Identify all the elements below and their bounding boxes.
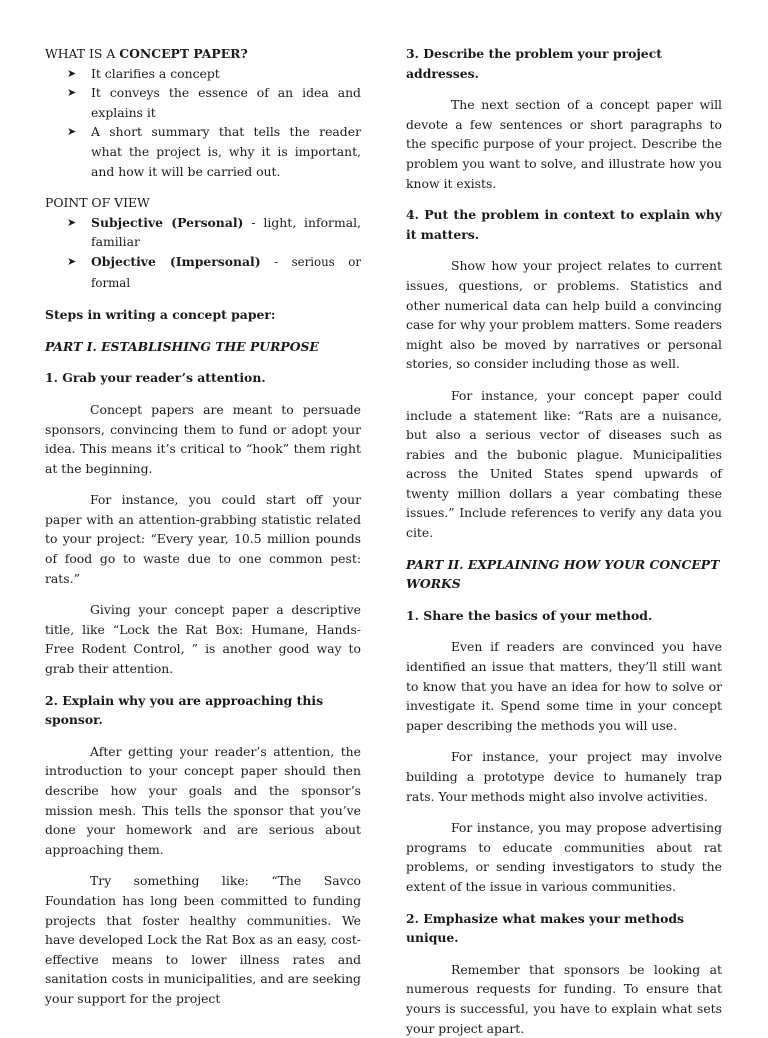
bullet-text: A short summary that tells the reader what the project is, why it is important, and how it will be carried out.: [91, 124, 361, 179]
pov-desc: - light, informal, familiar: [91, 214, 361, 250]
list-item: [45, 64, 361, 84]
pov-desc: - serious or formal: [91, 254, 361, 290]
paragraph: After getting your reader’s attention, the introduction to your concept paper should then describe how your goals and the sponsor’s mission mesh. This tells the sponsor that you’ve done your homework and are serious about approaching them.: [45, 743, 361, 857]
pov-list: [45, 213, 361, 293]
step-heading: 4. Put the problem in context to explain why it matters.: [406, 207, 722, 242]
part-one-heading: PART I. ESTABLISHING THE PURPOSE: [45, 338, 319, 354]
step-heading: 2. Explain why you are approaching this sponsor.: [45, 692, 324, 728]
pov-heading: POINT OF VIEW: [45, 195, 150, 211]
step-heading: 1. Share the basics of your method.: [406, 607, 653, 623]
arrow-bullet-icon: ➤: [67, 215, 77, 229]
paragraph: For instance, you could start off your paper with an attention-grabbing statistic related to your project: “Every year, 10.5 million pounds of food go to waste due to one common pest: rats.”: [45, 492, 361, 586]
paragraph: For instance, you may propose advertising programs to educate communities about rat problems, or sending investigators to study the extent of the issue in various communities.: [406, 820, 722, 894]
arrow-bullet-icon: ➤: [67, 66, 77, 80]
page-title: [45, 44, 361, 64]
part-two-heading: PART II. EXPLAINING HOW YOUR CONCEPT WORKS: [406, 556, 720, 592]
concept-bullet-list: [45, 64, 361, 182]
paragraph: Concept papers are meant to persuade sponsors, convincing them to fund or adopt your idea. This means it’s critical to “hook” them right at the beginning.: [45, 401, 361, 476]
title-bold: CONCEPT PAPER?: [119, 46, 248, 61]
pov-term: Subjective (Personal): [91, 214, 244, 230]
arrow-bullet-icon: ➤: [67, 86, 77, 100]
arrow-bullet-icon: ➤: [67, 125, 77, 139]
step-heading: 2. Emphasize what makes your methods unique.: [406, 910, 685, 946]
step-heading: 3. Describe the problem your project addresses.: [406, 46, 662, 81]
paragraph: Remember that sponsors be looking at numerous requests for funding. To ensure that yours is successful, you have to explain what sets your project apart.: [406, 961, 722, 1036]
paragraph: Show how your project relates to current issues, questions, or problems. Statistics and other numerical data can help build a convincing case for why your problem matters. Some readers might also be moved by narratives or personal stories, so consider including those as well.: [406, 258, 722, 372]
paragraph: Giving your concept paper a descriptive title, like “Lock the Rat Box: Humane, Hands-Free Rodent Control, ” is another good way to grab their attention.: [45, 602, 361, 677]
bullet-text: It clarifies a concept: [91, 65, 220, 81]
paragraph: Even if readers are convinced you have identified an issue that matters, they’ll still want to know that you have an idea for how to solve or investigate it. Spend some time in your concept paper describing the methods you will use.: [406, 639, 722, 733]
list-item: [45, 83, 361, 122]
list-item: [45, 252, 361, 293]
paragraph: For instance, your concept paper could include a statement like: “Rats are a nuisance, but also a serious vector of diseases such as rabies and the bubonic plague. Municipalities across the United States spend upwards of twenty million dollars a year combating these issues.” Include references to verify any data you cite.: [406, 387, 722, 541]
list-item: [45, 213, 361, 252]
title-prefix: WHAT IS A: [45, 46, 120, 61]
steps-heading: Steps in writing a concept paper:: [45, 307, 276, 323]
paragraph: The next section of a concept paper will devote a few sentences or short paragraphs to the specific purpose of your project. Describe the problem you want to solve, and illustrate how you know it exists.: [406, 97, 722, 191]
left-column: [45, 44, 361, 1009]
paragraph: For instance, your project may involve building a prototype device to humanely trap rats. Your methods might also involve activities.: [406, 749, 722, 804]
right-column: [406, 44, 722, 1038]
bullet-text: It conveys the essence of an idea and explains it: [91, 85, 361, 120]
list-item: [45, 122, 361, 181]
arrow-bullet-icon: ➤: [67, 254, 77, 268]
step-heading: 1. Grab your reader’s attention.: [45, 370, 266, 386]
pov-term: Objective (Impersonal): [91, 253, 261, 269]
paragraph: Try something like: “The Savco Foundation has long been committed to funding projects that foster healthy communities. We have developed Lock the Rat Box as an easy, cost-effective means to lower illness rates and sanitation costs in municipalities, and are seeking your support for the project: [45, 873, 361, 1006]
